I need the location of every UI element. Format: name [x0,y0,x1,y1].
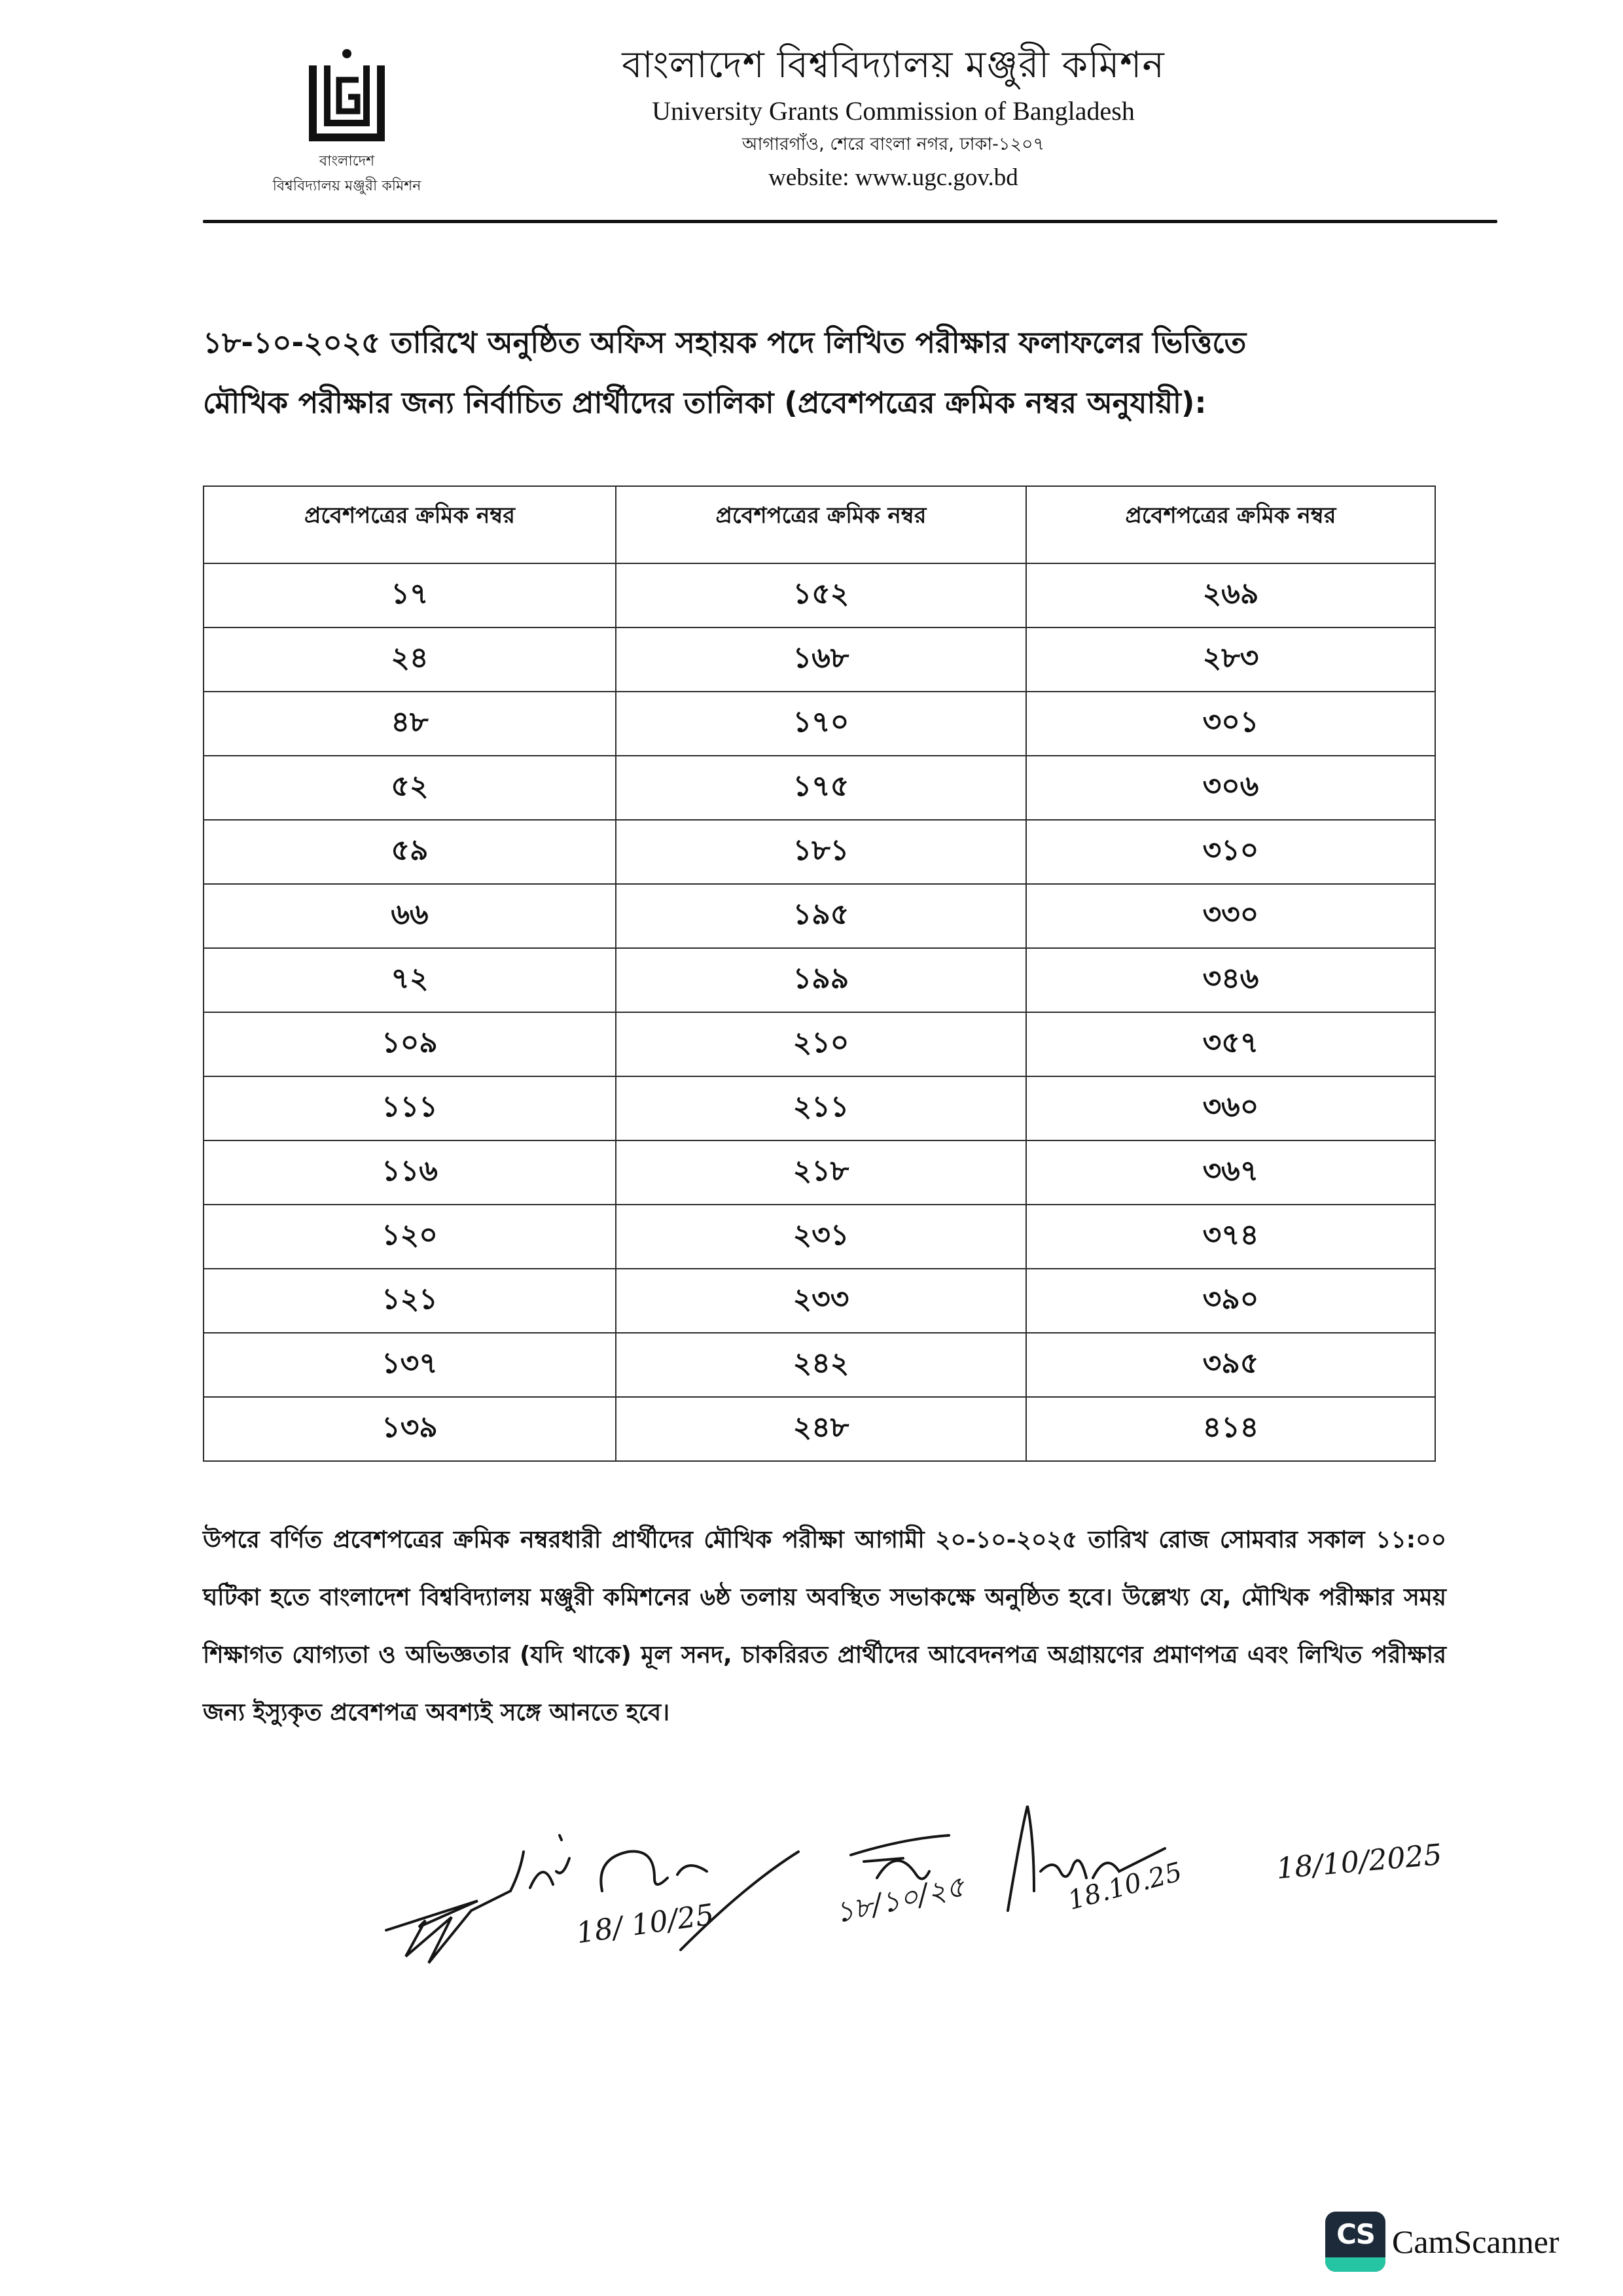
notice-title-line2: মৌখিক পরীক্ষার জন্য নির্বাচিত প্রার্থীদের তালিকা (প্রবেশপত্রের ক্রমিক নম্বর অনুযায়ী): [203,385,1207,420]
admit-card-serial-cell: ৩৬০ [1026,1076,1435,1140]
admit-card-serial-cell: ১৭০ [616,692,1026,756]
admit-card-serial-cell: ১৯৫ [616,884,1026,948]
selected-candidates-table [203,486,1436,1462]
signature-date: 18.10.25 [1065,1856,1186,1916]
table-row [204,1140,1435,1205]
admit-card-serial-cell: ৬৬ [204,884,616,948]
admit-card-serial-cell: ২৮৩ [1026,627,1435,692]
admit-card-serial-cell: ১৫২ [616,563,1026,627]
admit-card-serial-cell: ১১৬ [204,1140,616,1205]
admit-card-serial-cell: ১৭ [204,563,616,627]
org-address: আগারগাঁও, শেরে বাংলা নগর, ঢাকা-১২০৭ [741,134,1045,154]
admit-card-serial-cell: ১৬৮ [616,627,1026,692]
admit-card-serial-cell: ৫২ [204,756,616,820]
signature-date: ১৮/১০/২৫ [832,1869,968,1930]
camscanner-badge-strip [1325,2257,1385,2272]
admit-card-serial-cell: ২৪২ [616,1333,1026,1397]
table-row [204,820,1435,884]
admit-card-serial-cell: ৩৪৬ [1026,948,1435,1012]
column-header: প্রবেশপত্রের ক্রমিক নম্বর [204,486,616,563]
admit-card-serial-cell: ৩৭৪ [1026,1205,1435,1269]
admit-card-serial-cell: ২১১ [616,1076,1026,1140]
table-row [204,1205,1435,1269]
logo-caption-line2: বিশ্ববিদ্যালয় মঞ্জুরী কমিশন [272,178,421,194]
admit-card-serial-cell: ৩১০ [1026,820,1435,884]
table-row [204,692,1435,756]
table-body [204,563,1435,1461]
table-row [204,1012,1435,1076]
table-row [204,1397,1435,1461]
admit-card-serial-cell: ২৩৩ [616,1269,1026,1333]
table-row [204,948,1435,1012]
admit-card-serial-cell: ৩৯০ [1026,1269,1435,1333]
notice-title [203,313,1446,433]
table-row [204,756,1435,820]
admit-card-serial-cell: ২১৮ [616,1140,1026,1205]
logo-caption-line1: বাংলাদেশ [319,153,375,169]
camscanner-badge-text: CS [1336,2218,1374,2250]
org-name-english: University Grants Commission of Bangladesh [652,96,1135,126]
admit-card-serial-cell: ১৭৫ [616,756,1026,820]
admit-card-serial-cell: ২৩১ [616,1205,1026,1269]
admit-card-serial-cell: ৩৩০ [1026,884,1435,948]
table-row [204,884,1435,948]
admit-card-serial-cell: ৩৫৭ [1026,1012,1435,1076]
org-name-bengali: বাংলাদেশ বিশ্ববিদ্যালয় মঞ্জুরী কমিশন [622,44,1165,86]
camscanner-watermark [1325,2210,1559,2273]
admit-card-serial-cell: ১১১ [204,1076,616,1140]
admit-card-serial-cell: ২৪ [204,627,616,692]
admit-card-serial-cell: ৩৬৭ [1026,1140,1435,1205]
ugc-logo-icon [308,46,386,144]
signature-area [380,1780,1492,1989]
admit-card-serial-cell: ৩০১ [1026,692,1435,756]
table-row [204,1333,1435,1397]
signature-1 [386,1891,510,1963]
org-website: website: www.ugc.gov.bd [768,164,1018,191]
admit-card-serial-cell: ৭২ [204,948,616,1012]
admit-card-serial-cell: ১৩৭ [204,1333,616,1397]
admit-card-serial-cell: ৩০৬ [1026,756,1435,820]
table-row [204,563,1435,627]
logo-caption [242,149,452,199]
admit-card-serial-cell: ৫৯ [204,820,616,884]
table-row [204,1269,1435,1333]
table-row [204,627,1435,692]
notice-body: উপরে বর্ণিত প্রবেশপত্রের ক্রমিক নম্বরধারী প্রার্থীদের মৌখিক পরীক্ষা আগামী ২০-১০-২০২৫ তারিখ রোজ সোমবার সকাল ১১:০০ ঘটিকা হতে বাংলাদেশ বিশ্ববিদ্যালয় মঞ্জুরী কমিশনের ৬ষ্ঠ তলায় অবস্থিত সভাকক্ষে অনুষ্ঠিত হবে। উল্লেখ্য যে, মৌখিক পরীক্ষার সময় শিক্ষাগত যোগ্যতা ও অভিজ্ঞতার (যদি থাকে) মূল সনদ, চাকরিরত প্রার্থীদের আবেদনপত্র অগ্রায়ণের প্রমাণপত্র এবং লিখিত পরীক্ষার জন্য ইস্যুকৃত প্রবেশপত্র অবশ্যই সঙ্গে আনতে হবে। [203,1527,1446,1726]
admit-card-serial-cell: ১০৯ [204,1012,616,1076]
camscanner-logo-icon [1325,2212,1385,2272]
admit-card-serial-cell: ২১০ [616,1012,1026,1076]
admit-card-serial-cell: ১৯৯ [616,948,1026,1012]
admit-card-serial-cell: ১২০ [204,1205,616,1269]
table-header-row [204,486,1435,563]
signature-date: 18/ 10/25 [574,1898,717,1951]
admit-card-serial-cell: ৪১৪ [1026,1397,1435,1461]
table-row [204,1076,1435,1140]
admit-card-serial-cell: ৪৮ [204,692,616,756]
admit-card-serial-cell: ১২১ [204,1269,616,1333]
admit-card-serial-cell: ১৩৯ [204,1397,616,1461]
signature-date: 18/10/2025 [1275,1838,1444,1886]
admit-card-serial-cell: ১৮১ [616,820,1026,884]
column-header: প্রবেশপত্রের ক্রমিক নম্বর [1026,486,1435,563]
admit-card-serial-cell: ২৪৮ [616,1397,1026,1461]
camscanner-label: CamScanner [1392,2223,1560,2260]
header-divider [203,220,1497,223]
organization-block [510,36,1276,194]
notice-title-line1: ১৮-১০-২০২৫ তারিখে অনুষ্ঠিত অফিস সহায়ক পদে লিখিত পরীক্ষার ফলাফলের ভিত্তিতে [203,325,1247,360]
admit-card-serial-cell: ৩৯৫ [1026,1333,1435,1397]
admit-card-serial-cell: ২৬৯ [1026,563,1435,627]
column-header: প্রবেশপত্রের ক্রমিক নম্বর [616,486,1026,563]
